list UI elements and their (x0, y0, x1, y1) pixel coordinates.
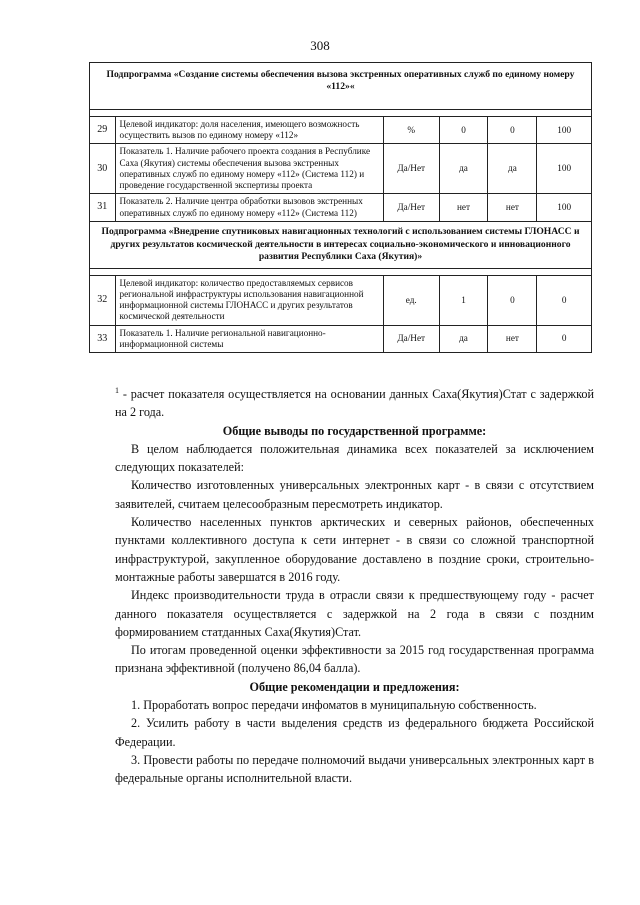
value-cell: 1 (439, 275, 488, 325)
value-cell: да (439, 325, 488, 352)
conclusions-heading: Общие выводы по государственной программе: (222, 423, 487, 438)
unit-cell: Да/Нет (383, 194, 439, 221)
value-cell: 100 (537, 144, 592, 194)
recommendation-item: 3. Провести работы по передаче полномочий выдачи универсальных электронных карт в федеральные органы исполнительной власти. (115, 752, 594, 786)
indicator-description: Целевой индикатор: доля населения, имеющего возможность осуществить вызов по единому номеру «112» (115, 117, 383, 144)
value-cell: 0 (537, 325, 592, 352)
subprogram-header-row (90, 221, 592, 268)
recommendation-item: 1. Проработать вопрос передачи инфоматов в муниципальную собственность. (131, 698, 537, 713)
paragraph: Индекс производительности труда в отрасли связи к предшествующему году - расчет данного показателя осуществляется с задержкой на 2 года в связи с поздним формированием статданных Саха(Якутия)Стат. (115, 588, 594, 639)
paragraph: Количество изготовленных универсальных электронных карт - в связи с отсутствием заявителей, считаем целесообразным пересмотреть индикатор. (115, 478, 594, 511)
row-number: 31 (90, 194, 116, 221)
row-number: 30 (90, 144, 116, 194)
value-cell: нет (488, 194, 537, 221)
table-row (90, 325, 592, 352)
table-spacer-row (90, 110, 592, 117)
indicators-table (89, 62, 592, 353)
value-cell: 0 (439, 117, 488, 144)
footnote-text: - расчет показателя осуществляется на основании данных Саха(Якутия)Стат с задержкой на 2 года. (115, 387, 594, 420)
footnote-mark: 1 (115, 385, 119, 395)
subprogram-header-row (90, 63, 592, 110)
unit-cell: Да/Нет (383, 325, 439, 352)
table-row (90, 144, 592, 194)
subprogram-title: Подпрограмма «Создание системы обеспечения вызова экстренных оперативных служб по единому номеру «112»« (90, 63, 592, 110)
table-row (90, 275, 592, 325)
value-cell: 0 (488, 117, 537, 144)
indicator-description: Целевой индикатор: количество предоставляемых сервисов региональной инфраструктуры использования навигационной информационной системы ГЛОНАСС и других результатов космической деятельности (115, 275, 383, 325)
unit-cell: ед. (383, 275, 439, 325)
value-cell: нет (488, 325, 537, 352)
document-body (115, 385, 594, 788)
value-cell: нет (439, 194, 488, 221)
subprogram-title: Подпрограмма «Внедрение спутниковых навигационных технологий с использованием системы ГЛОНАСС и других результатов космической деятельности в интересах социально-экономического и инновационного развития Республики Саха (Якутия)» (90, 221, 592, 268)
row-number: 29 (90, 117, 116, 144)
unit-cell: Да/Нет (383, 144, 439, 194)
value-cell: 100 (537, 117, 592, 144)
unit-cell: % (383, 117, 439, 144)
indicator-description: Показатель 2. Наличие центра обработки вызовов экстренных оперативных служб по единому номеру «112» (Система 112) (115, 194, 383, 221)
row-number: 32 (90, 275, 116, 325)
value-cell: 100 (537, 194, 592, 221)
page-number: 308 (310, 38, 330, 53)
paragraph: По итогам проведенной оценки эффективности за 2015 год государственная программа признана эффективной (получено 86,04 балла). (115, 643, 594, 676)
paragraph: Количество населенных пунктов арктических и северных районов, обеспеченных пунктами коллективного доступа к сети интернет - в связи со сложной транспортной инфраструктурой, закупленное оборудование доставлено в поздние сроки, строительно-монтажные работы завершатся в 2016 году. (115, 515, 594, 584)
value-cell: да (439, 144, 488, 194)
footnote (115, 385, 594, 422)
paragraph: В целом наблюдается положительная динамика всех показателей за исключением следующих показателей: (115, 441, 594, 475)
value-cell: 0 (537, 275, 592, 325)
recommendation-item: 2. Усилить работу в части выделения средств из федерального бюджета Российской Федерации. (115, 716, 594, 749)
recommendations-heading: Общие рекомендации и предложения: (249, 679, 460, 694)
value-cell: 0 (488, 275, 537, 325)
value-cell: да (488, 144, 537, 194)
table-spacer-row (90, 268, 592, 275)
table-row (90, 117, 592, 144)
indicator-description: Показатель 1. Наличие региональной навигационно-информационной системы (115, 325, 383, 352)
table-row (90, 194, 592, 221)
indicator-description: Показатель 1. Наличие рабочего проекта создания в Республике Саха (Якутия) системы обеспечения вызова экстренных оперативных служб по единому номеру «112» (Система 112) и проведение государственной экспертизы проекта (115, 144, 383, 194)
row-number: 33 (90, 325, 116, 352)
